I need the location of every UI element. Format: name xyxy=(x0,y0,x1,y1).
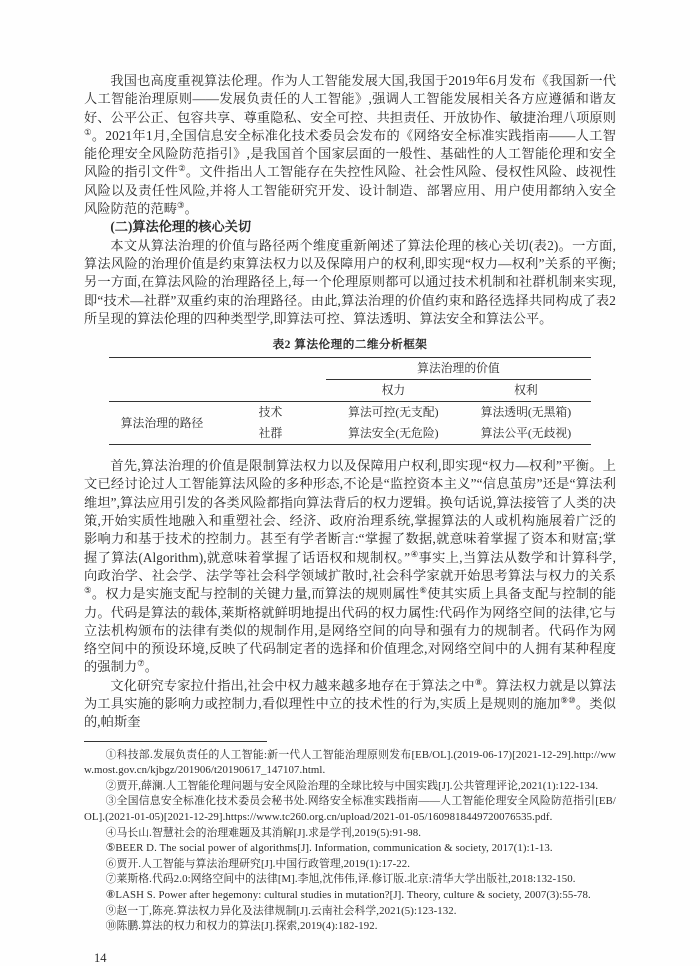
footnote-item: ②贾开,薛澜.人工智能伦理问题与安全风险治理的全球比较与中国实践[J].公共管理评论,2021(1):122-134. xyxy=(105,779,599,792)
footnote-item: ⑤BEER D. The social power of algorithms[J]. Information, communication & society, 2017(1):1-13. xyxy=(105,842,553,855)
page-number: 14 xyxy=(94,950,107,965)
footnote-ref: ① xyxy=(84,126,92,137)
table-corner-cell xyxy=(109,358,326,402)
footnote-item: ⑦莱斯格.代码2.0:网络空间中的法律[M].李旭,沈伟伟,译.修订版.北京:清华大学出版社,2018:132-150. xyxy=(105,873,576,886)
table-group-header-row xyxy=(109,358,591,380)
footnote-ref: ⑦ xyxy=(137,658,145,669)
table-cell-safe: 算法安全(无危险) xyxy=(348,426,439,441)
table-cell-path-community: 社群 xyxy=(258,426,283,441)
footnote-item: ⑨赵一丁,陈亮.算法权力异化及法律规制[J].云南社会科学,2021(5):123-132. xyxy=(105,904,457,917)
paragraph-ai-ethics-policy: 我国也高度重视算法伦理。作为人工智能发展大国,我国于2019年6月发布《我国新一代人工智能治理原则——发展负责任的人工智能》,强调人工智能发展相关各方应遵循和谐友好、公平公正、包容共享、尊重隐私、安全可控、共担责任、开放协作、敏捷治理八项原则①。2021年1月,全国信息安全标准化技术委员会发布的《网络安全标准实践指南——人工智能伦理安全风险防范指引》,是我国首个国家层面的一般性、基础性的人工智能伦理和安全风险的指引文件②。文件指出人工智能存在失控性风险、社会性风险、侵权性风险、歧视性风险以及责任性风险,并将人工智能研究开发、设计制造、部署应用、用户使用都纳入安全风险防范的范畴③。 xyxy=(84,73,617,217)
footnote-separator xyxy=(84,741,267,742)
footnote-item: ④马长山.智慧社会的治理难题及其消解[J].求是学刊,2019(5):91-98. xyxy=(105,826,421,839)
footnote-ref: ② xyxy=(178,163,186,174)
footnote-ref: ⑤ xyxy=(84,585,92,596)
footnote-item: ⑧LASH S. Power after hegemony: cultural studies in mutation?[J]. Theory, culture & society, 2007(3):55-78. xyxy=(105,888,591,901)
footnote-item: ③全国信息安全标准化技术委员会秘书处.网络安全标准实践指南——人工智能伦理安全风险防范指引[EB/OL].(2021-01-05)[2021-12-29].https://www.tc260.org.cn/upload/2021-01-05/1609818449720076535.pdf. xyxy=(84,795,616,823)
table-cell-fair: 算法公平(无歧视) xyxy=(480,426,572,441)
table-cell-controllable: 算法可控(无支配) xyxy=(348,405,439,420)
paper-page-content xyxy=(84,72,616,966)
table-header-rights: 权利 xyxy=(461,380,591,402)
footnote-item: ⑩陈鹏.算法的权力和权力的算法[J].探索,2019(4):182-192. xyxy=(105,920,378,933)
analysis-framework-table xyxy=(109,357,591,445)
paragraph-lash-algorithm-power: 文化研究专家拉什指出,社会中权力越来越多地存在于算法之中⑧。算法权力就是以算法为工具实施的影响力或控制力,看似理性中立的技术性的行为,实质上是规则的施加⑨⑩。类似的,帕斯奎 xyxy=(84,676,616,730)
table-caption: 表2 算法伦理的二维分析框架 xyxy=(272,338,428,352)
table-value-group-header: 算法治理的价值 xyxy=(326,358,591,380)
footnotes-section xyxy=(84,748,616,935)
section-heading-core-concerns: (二)算法伦理的核心关切 xyxy=(110,219,252,235)
footnote-ref: ③ xyxy=(177,200,185,211)
footnote-ref: ④ xyxy=(410,548,419,559)
table-row-group-label: 算法治理的路径 xyxy=(120,415,204,430)
footnote-ref: ⑨⑩ xyxy=(560,695,576,706)
footnote-item: ⑥贾开.人工智能与算法治理研究[J].中国行政管理,2019(1):17-22. xyxy=(105,857,411,870)
paragraph-framework-intro: 本文从算法治理的价值与路径两个维度重新阐述了算法伦理的核心关切(表2)。一方面,算法风险的治理价值是约束算法权力以及保障用户的权利,即实现“权力—权利”关系的平衡;另一方面,在算法风险的治理路径上,每一个伦理原则都可以通过技术机制和社群机制来实现,即“技术—社群”双重约束的治理路径。由此,算法治理的价值约束和路径选择共同构成了表2所呈现的算法伦理的四种类型学,即算法可控、算法透明、算法安全和算法公平。 xyxy=(84,237,616,326)
footnote-item: ①科技部.发展负责任的人工智能:新一代人工智能治理原则发布[EB/OL].(2019-06-17)[2021-12-29].http://www.most.gov.cn/kjbgz/201906/t20190617_147107.html. xyxy=(84,748,616,777)
table-cell-path-tech: 技术 xyxy=(258,405,283,420)
footnote-ref: ⑥ xyxy=(419,585,428,596)
table-cell-transparent: 算法透明(无黑箱) xyxy=(480,405,572,420)
table-row-technology xyxy=(109,402,591,424)
footnote-ref: ⑧ xyxy=(474,676,483,687)
table-header-power: 权力 xyxy=(326,380,461,402)
paragraph-algorithm-power: 首先,算法治理的价值是限制算法权力以及保障用户权利,即实现“权力—权利”平衡。上文已经讨论过人工智能算法风险的多种形态,不论是“监控资本主义”“信息茧房”还是“算法利维坦”,算法应用引发的各类风险都指向算法背后的权力逻辑。换句话说,算法接管了人类的决策,开始实质性地融入和重塑社会、经济、政府治理系统,掌握算法的人或机构施展着广泛的影响力和基于技术的控制力。甚至有学者断言:“掌握了数据,就意味着掌握了资本和财富;掌握了算法(Algorithm),就意味着掌握了话语权和规制权。”④事实上,当算法从数学和计算科学,向政治学、社会学、法学等社会科学领域扩散时,社会科学家就开始思考算法与权力的关系⑤。权力是实施支配与控制的关键力量,而算法的规则属性⑥使其实质上具备支配与控制的能力。代码是算法的载体,莱斯格就鲜明地提出代码的权力属性:代码作为网络空间的法律,它与立法机构颁布的法律有类似的规制作用,是网络空间的向导和强有力的规制者。代码作为网络空间中的预设环境,反映了代码制定者的选择和价值理念,对网络空间中的人拥有某种程度的强制力⑦。 xyxy=(84,458,617,675)
